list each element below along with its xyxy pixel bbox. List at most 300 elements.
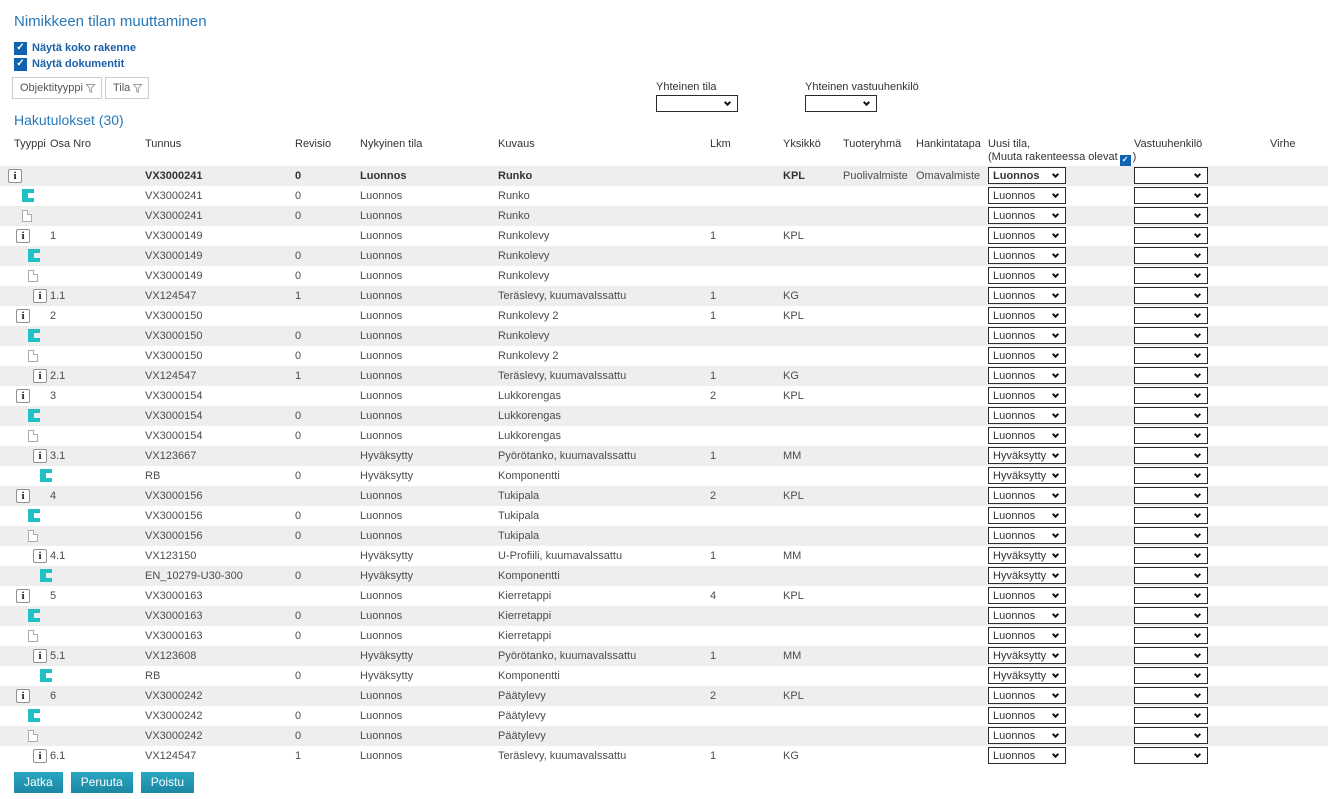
vastuuhenkilo-select[interactable] <box>1134 387 1208 404</box>
uusi-tila-select[interactable] <box>988 327 1066 344</box>
cell-osa-nro: 1.1 <box>50 289 66 302</box>
uusi-tila-select[interactable] <box>988 247 1066 264</box>
cell-yksikko: KPL <box>783 689 804 702</box>
cell-tunnus: VX3000242 <box>145 729 203 742</box>
chevron-down-icon <box>1194 390 1201 397</box>
vastuuhenkilo-select[interactable] <box>1134 207 1208 224</box>
table-row <box>0 266 1328 286</box>
table-row <box>0 406 1328 426</box>
chevron-down-icon <box>1194 270 1201 277</box>
cell-revisio: 0 <box>295 409 302 422</box>
cad-model-icon <box>40 469 52 482</box>
cell-yksikko: KPL <box>783 589 804 602</box>
info-icon[interactable]: i <box>33 369 47 383</box>
chevron-down-icon <box>1194 350 1201 357</box>
vastuuhenkilo-select[interactable] <box>1134 507 1208 524</box>
cell-icon <box>0 609 50 622</box>
cell-vastuuhenkilo <box>1134 687 1270 704</box>
cell-tunnus: EN_10279-U30-300 <box>145 569 243 582</box>
cell-uusi-tila <box>988 407 1134 424</box>
cell-uusi-tila <box>988 487 1134 504</box>
info-icon[interactable]: i <box>33 449 47 463</box>
uusi-tila-select[interactable] <box>988 507 1066 524</box>
uusi-tila-select[interactable] <box>988 727 1066 744</box>
cell-kuvaus: Komponentti <box>498 569 560 582</box>
cell-kuvaus: Komponentti <box>498 469 560 482</box>
cell-tunnus: VX3000150 <box>145 349 203 362</box>
column-header-lkm: Lkm <box>710 138 731 150</box>
cell-vastuuhenkilo <box>1134 607 1270 624</box>
uusi-tila-select[interactable] <box>988 367 1066 384</box>
document-icon <box>28 530 38 542</box>
cell-nykyinen-tila: Luonnos <box>360 249 403 262</box>
cell-nykyinen-tila: Luonnos <box>360 589 403 602</box>
chevron-down-icon <box>1194 630 1201 637</box>
cell-kuvaus: Runko <box>498 189 530 202</box>
continue-button[interactable]: Jatka <box>14 772 63 793</box>
vastuuhenkilo-select[interactable] <box>1134 427 1208 444</box>
cell-kuvaus: Tukipala <box>498 489 540 502</box>
cell-tunnus: VX3000150 <box>145 309 203 322</box>
cell-nykyinen-tila: Hyväksytty <box>360 669 414 682</box>
column-header-tuoteryhma: Tuoteryhmä <box>843 138 902 150</box>
uusi-tila-select-value: Luonnos <box>993 689 1036 702</box>
cell-uusi-tila <box>988 227 1134 244</box>
cad-model-icon <box>22 189 34 202</box>
cell-osa-nro: 2.1 <box>50 369 66 382</box>
cell-nykyinen-tila: Luonnos <box>360 169 407 182</box>
uusi-tila-select-value: Luonnos <box>993 329 1036 342</box>
cell-revisio: 0 <box>295 629 302 642</box>
cell-icon <box>0 589 50 603</box>
uusi-tila-select[interactable] <box>988 607 1066 624</box>
uusi-tila-select-value: Luonnos <box>993 589 1036 602</box>
vastuuhenkilo-select[interactable] <box>1134 167 1208 184</box>
cell-vastuuhenkilo <box>1134 387 1270 404</box>
check-icon: ✓ <box>1121 155 1129 164</box>
vastuuhenkilo-select[interactable] <box>1134 447 1208 464</box>
uusi-tila-select-value: Luonnos <box>993 629 1036 642</box>
vastuuhenkilo-select[interactable] <box>1134 727 1208 744</box>
cell-vastuuhenkilo <box>1134 527 1270 544</box>
chevron-down-icon <box>1194 430 1201 437</box>
cell-kuvaus: U-Profiili, kuumavalssattu <box>498 549 623 562</box>
cell-revisio: 0 <box>295 169 302 182</box>
uusi-tila-select[interactable] <box>988 747 1066 764</box>
cell-kuvaus: Pyörötanko, kuumavalssattu <box>498 449 637 462</box>
cancel-button[interactable]: Peruuta <box>71 772 133 793</box>
uusi-tila-select-value: Luonnos <box>993 249 1036 262</box>
chevron-down-icon <box>1194 730 1201 737</box>
uusi-tila-select[interactable] <box>988 527 1066 544</box>
uusi-tila-select[interactable] <box>988 567 1066 584</box>
cell-tunnus: VX3000163 <box>145 589 203 602</box>
info-icon[interactable]: i <box>33 289 47 303</box>
cell-revisio: 0 <box>295 569 302 582</box>
cad-model-icon <box>28 509 40 522</box>
action-bar <box>14 772 1328 793</box>
cell-revisio: 0 <box>295 729 302 742</box>
cell-icon <box>0 649 50 663</box>
uusi-tila-select[interactable] <box>988 347 1066 364</box>
vastuuhenkilo-select[interactable] <box>1134 467 1208 484</box>
uusi-tila-select[interactable] <box>988 167 1066 184</box>
cell-tunnus: VX124547 <box>145 289 197 302</box>
document-icon <box>28 730 38 742</box>
table-row <box>0 386 1328 406</box>
info-icon[interactable]: i <box>33 649 47 663</box>
cell-hankintatapa: Omavalmiste <box>916 169 981 182</box>
cell-nykyinen-tila: Hyväksytty <box>360 549 414 562</box>
cell-osa-nro: 4.1 <box>50 549 66 562</box>
table-row <box>0 586 1328 606</box>
table-row <box>0 486 1328 506</box>
status-filter-label: Tila <box>112 82 131 94</box>
uusi-tila-select[interactable] <box>988 547 1066 564</box>
cell-revisio: 1 <box>295 289 302 302</box>
vastuuhenkilo-select[interactable] <box>1134 327 1208 344</box>
vastuuhenkilo-select[interactable] <box>1134 687 1208 704</box>
cell-osa-nro: 3 <box>50 389 57 402</box>
cell-osa-nro: 2 <box>50 309 57 322</box>
cell-lkm: 4 <box>710 589 717 602</box>
cell-tunnus: VX3000163 <box>145 609 203 622</box>
uusi-tila-select-value: Luonnos <box>993 169 1040 182</box>
info-icon[interactable]: i <box>16 389 30 403</box>
uusi-tila-select-value: Luonnos <box>993 209 1036 222</box>
cell-uusi-tila <box>988 467 1134 484</box>
cell-uusi-tila <box>988 427 1134 444</box>
cell-lkm: 1 <box>710 549 717 562</box>
chevron-down-icon <box>1052 570 1059 577</box>
document-icon <box>28 630 38 642</box>
cell-kuvaus: Runko <box>498 209 530 222</box>
cell-tunnus: RB <box>145 669 161 682</box>
chevron-down-icon <box>1194 170 1201 177</box>
vastuuhenkilo-select[interactable] <box>1134 527 1208 544</box>
cell-nykyinen-tila: Luonnos <box>360 489 403 502</box>
cell-uusi-tila <box>988 647 1134 664</box>
cell-uusi-tila <box>988 547 1134 564</box>
cell-icon <box>0 709 50 722</box>
table-row <box>0 306 1328 326</box>
column-header-osa-nro: Osa Nro <box>50 138 91 150</box>
chevron-down-icon <box>1052 230 1059 237</box>
show-whole-structure-label: Näytä koko rakenne <box>32 42 136 54</box>
cell-revisio: 0 <box>295 269 302 282</box>
chevron-down-icon <box>1052 510 1059 517</box>
cell-lkm: 1 <box>710 229 717 242</box>
page-title: Nimikkeen tilan muuttaminen <box>14 13 207 30</box>
vastuuhenkilo-select[interactable] <box>1134 707 1208 724</box>
chevron-down-icon <box>1194 490 1201 497</box>
cell-icon <box>0 669 50 682</box>
cell-vastuuhenkilo <box>1134 647 1270 664</box>
cell-yksikko: KPL <box>783 309 804 322</box>
cell-yksikko: MM <box>783 449 802 462</box>
cell-vastuuhenkilo <box>1134 287 1270 304</box>
cell-kuvaus: Pyörötanko, kuumavalssattu <box>498 649 637 662</box>
cell-uusi-tila <box>988 187 1134 204</box>
cell-tunnus: VX123150 <box>145 549 197 562</box>
chevron-down-icon <box>1052 210 1059 217</box>
cell-kuvaus: Lukkorengas <box>498 389 561 402</box>
vastuuhenkilo-select[interactable] <box>1134 267 1208 284</box>
vastuuhenkilo-select[interactable] <box>1134 407 1208 424</box>
cell-nykyinen-tila: Luonnos <box>360 609 403 622</box>
cell-uusi-tila <box>988 527 1134 544</box>
cell-lkm: 1 <box>710 649 717 662</box>
table-row <box>0 506 1328 526</box>
table-row <box>0 206 1328 226</box>
uusi-tila-select[interactable] <box>988 207 1066 224</box>
cell-uusi-tila <box>988 327 1134 344</box>
uusi-tila-select[interactable] <box>988 267 1066 284</box>
cell-lkm: 2 <box>710 489 717 502</box>
cell-icon <box>0 509 50 522</box>
cell-vastuuhenkilo <box>1134 427 1270 444</box>
uusi-tila-select[interactable] <box>988 467 1066 484</box>
chevron-down-icon <box>1052 590 1059 597</box>
column-header-tunnus: Tunnus <box>145 138 182 150</box>
status-filter-button[interactable] <box>105 77 149 99</box>
cell-tunnus: VX3000156 <box>145 529 203 542</box>
cell-vastuuhenkilo <box>1134 727 1270 744</box>
vastuuhenkilo-select[interactable] <box>1134 227 1208 244</box>
uusi-tila-select[interactable] <box>988 287 1066 304</box>
info-icon[interactable]: i <box>16 489 30 503</box>
vastuuhenkilo-select[interactable] <box>1134 667 1208 684</box>
cell-vastuuhenkilo <box>1134 447 1270 464</box>
info-icon[interactable]: i <box>16 309 30 323</box>
chevron-down-icon <box>1194 370 1201 377</box>
info-icon[interactable]: i <box>8 169 22 183</box>
info-icon[interactable]: i <box>16 589 30 603</box>
cell-vastuuhenkilo <box>1134 187 1270 204</box>
cell-tunnus: VX3000154 <box>145 389 203 402</box>
vastuuhenkilo-select[interactable] <box>1134 367 1208 384</box>
table-row <box>0 686 1328 706</box>
table-row <box>0 726 1328 746</box>
cell-kuvaus: Kierretappi <box>498 609 552 622</box>
cell-osa-nro: 4 <box>50 489 57 502</box>
column-header-hankintatapa: Hankintatapa <box>916 138 981 150</box>
vastuuhenkilo-select[interactable] <box>1134 567 1208 584</box>
chevron-down-icon <box>1194 290 1201 297</box>
cell-vastuuhenkilo <box>1134 167 1270 184</box>
cell-vastuuhenkilo <box>1134 567 1270 584</box>
chevron-down-icon <box>1052 390 1059 397</box>
cell-kuvaus: Runkolevy <box>498 229 550 242</box>
cell-lkm: 1 <box>710 289 717 302</box>
vastuuhenkilo-select[interactable] <box>1134 487 1208 504</box>
vastuuhenkilo-select[interactable] <box>1134 627 1208 644</box>
cell-tunnus: VX123608 <box>145 649 197 662</box>
column-header-virhe: Virhe <box>1270 138 1296 150</box>
cell-kuvaus: Päätylevy <box>498 709 546 722</box>
vastuuhenkilo-select[interactable] <box>1134 547 1208 564</box>
cell-kuvaus: Runkolevy <box>498 269 550 282</box>
cell-icon <box>0 630 50 642</box>
cell-nykyinen-tila: Luonnos <box>360 409 403 422</box>
common-responsible-select[interactable] <box>805 95 877 112</box>
chevron-down-icon <box>1052 750 1059 757</box>
info-icon[interactable]: i <box>16 229 30 243</box>
cell-uusi-tila <box>988 627 1134 644</box>
cell-icon <box>0 530 50 542</box>
cell-revisio: 0 <box>295 429 302 442</box>
common-status-select[interactable] <box>656 95 738 112</box>
uusi-tila-select[interactable] <box>988 307 1066 324</box>
results-title: Hakutulokset (30) <box>14 112 124 128</box>
check-icon: ✓ <box>16 58 25 69</box>
cell-icon <box>0 350 50 362</box>
vastuuhenkilo-select[interactable] <box>1134 307 1208 324</box>
uusi-tila-select[interactable] <box>988 647 1066 664</box>
uusi-tila-select[interactable] <box>988 447 1066 464</box>
show-documents-checkbox[interactable] <box>14 58 27 71</box>
vastuuhenkilo-select[interactable] <box>1134 607 1208 624</box>
table-row <box>0 186 1328 206</box>
uusi-tila-select[interactable] <box>988 587 1066 604</box>
chevron-down-icon <box>1194 410 1201 417</box>
info-icon[interactable]: i <box>16 689 30 703</box>
cell-yksikko: MM <box>783 549 802 562</box>
uusi-tila-select[interactable] <box>988 387 1066 404</box>
uusi-tila-select-value: Luonnos <box>993 409 1036 422</box>
cell-revisio: 1 <box>295 749 302 762</box>
cell-revisio: 0 <box>295 329 302 342</box>
cad-model-icon <box>28 329 40 342</box>
show-whole-structure-checkbox[interactable] <box>14 42 27 55</box>
cell-icon <box>0 389 50 403</box>
column-header-tyyppi: Tyyppi <box>14 138 46 150</box>
cell-nykyinen-tila: Luonnos <box>360 689 403 702</box>
cell-uusi-tila <box>988 247 1134 264</box>
uusi-tila-select-value: Luonnos <box>993 229 1036 242</box>
cell-icon <box>0 409 50 422</box>
cell-osa-nro: 1 <box>50 229 57 242</box>
cell-uusi-tila <box>988 567 1134 584</box>
exit-button[interactable]: Poistu <box>141 772 194 793</box>
cell-nykyinen-tila: Luonnos <box>360 749 403 762</box>
chevron-down-icon <box>1052 310 1059 317</box>
uusi-tila-select[interactable] <box>988 227 1066 244</box>
cell-icon <box>0 430 50 442</box>
cell-tunnus: VX3000241 <box>145 169 203 182</box>
cell-nykyinen-tila: Luonnos <box>360 269 403 282</box>
vastuuhenkilo-select[interactable] <box>1134 247 1208 264</box>
cell-revisio: 0 <box>295 209 302 222</box>
uusi-tila-select[interactable] <box>988 687 1066 704</box>
chevron-down-icon <box>1194 330 1201 337</box>
cad-model-icon <box>40 669 52 682</box>
document-icon <box>28 270 38 282</box>
cell-kuvaus: Teräslevy, kuumavalssattu <box>498 289 627 302</box>
cell-kuvaus: Runkolevy <box>498 249 550 262</box>
vastuuhenkilo-select[interactable] <box>1134 647 1208 664</box>
muuta-rakenteessa-checkbox[interactable] <box>1120 155 1131 166</box>
table-row <box>0 606 1328 626</box>
cell-uusi-tila <box>988 727 1134 744</box>
cell-uusi-tila <box>988 267 1134 284</box>
cell-nykyinen-tila: Luonnos <box>360 209 403 222</box>
cell-uusi-tila <box>988 207 1134 224</box>
vastuuhenkilo-select[interactable] <box>1134 187 1208 204</box>
cell-yksikko: KPL <box>783 389 804 402</box>
vastuuhenkilo-select[interactable] <box>1134 347 1208 364</box>
table-row <box>0 546 1328 566</box>
cell-lkm: 1 <box>710 749 717 762</box>
cell-nykyinen-tila: Luonnos <box>360 229 403 242</box>
vastuuhenkilo-select[interactable] <box>1134 587 1208 604</box>
uusi-tila-select[interactable] <box>988 667 1066 684</box>
table-header <box>0 136 1328 166</box>
cell-vastuuhenkilo <box>1134 247 1270 264</box>
cell-nykyinen-tila: Luonnos <box>360 369 403 382</box>
uusi-tila-select[interactable] <box>988 187 1066 204</box>
chevron-down-icon <box>1052 370 1059 377</box>
chevron-down-icon <box>1052 470 1059 477</box>
document-icon <box>22 210 32 222</box>
table-row <box>0 426 1328 446</box>
cell-revisio: 0 <box>295 249 302 262</box>
cad-model-icon <box>28 409 40 422</box>
chevron-down-icon <box>724 98 731 105</box>
vastuuhenkilo-select[interactable] <box>1134 747 1208 764</box>
document-icon <box>28 350 38 362</box>
chevron-down-icon <box>1052 530 1059 537</box>
info-icon[interactable]: i <box>33 749 47 763</box>
uusi-tila-select[interactable] <box>988 407 1066 424</box>
uusi-tila-select[interactable] <box>988 487 1066 504</box>
info-icon[interactable]: i <box>33 549 47 563</box>
chevron-down-icon <box>1052 670 1059 677</box>
uusi-tila-select-value: Luonnos <box>993 309 1036 322</box>
cell-nykyinen-tila: Hyväksytty <box>360 569 414 582</box>
uusi-tila-select-value: Luonnos <box>993 389 1036 402</box>
chevron-down-icon <box>1052 610 1059 617</box>
cell-icon <box>0 229 50 243</box>
cell-uusi-tila <box>988 287 1134 304</box>
cell-nykyinen-tila: Luonnos <box>360 389 403 402</box>
uusi-tila-select[interactable] <box>988 707 1066 724</box>
cell-tunnus: RB <box>145 469 161 482</box>
cell-uusi-tila <box>988 367 1134 384</box>
uusi-tila-select[interactable] <box>988 427 1066 444</box>
cell-lkm: 1 <box>710 309 717 322</box>
cell-vastuuhenkilo <box>1134 207 1270 224</box>
cell-uusi-tila <box>988 307 1134 324</box>
cell-uusi-tila <box>988 447 1134 464</box>
table-row <box>0 466 1328 486</box>
cell-revisio: 0 <box>295 529 302 542</box>
cell-kuvaus: Runkolevy 2 <box>498 349 559 362</box>
table-row <box>0 626 1328 646</box>
cell-vastuuhenkilo <box>1134 327 1270 344</box>
chevron-down-icon <box>1052 650 1059 657</box>
cell-vastuuhenkilo <box>1134 587 1270 604</box>
column-header-yksikko: Yksikkö <box>783 138 821 150</box>
object-type-filter-button[interactable] <box>12 77 102 99</box>
table-row <box>0 666 1328 686</box>
cell-yksikko: KG <box>783 749 799 762</box>
vastuuhenkilo-select[interactable] <box>1134 287 1208 304</box>
cell-tunnus: VX3000149 <box>145 229 203 242</box>
cell-lkm: 2 <box>710 689 717 702</box>
cell-uusi-tila <box>988 507 1134 524</box>
uusi-tila-select[interactable] <box>988 627 1066 644</box>
